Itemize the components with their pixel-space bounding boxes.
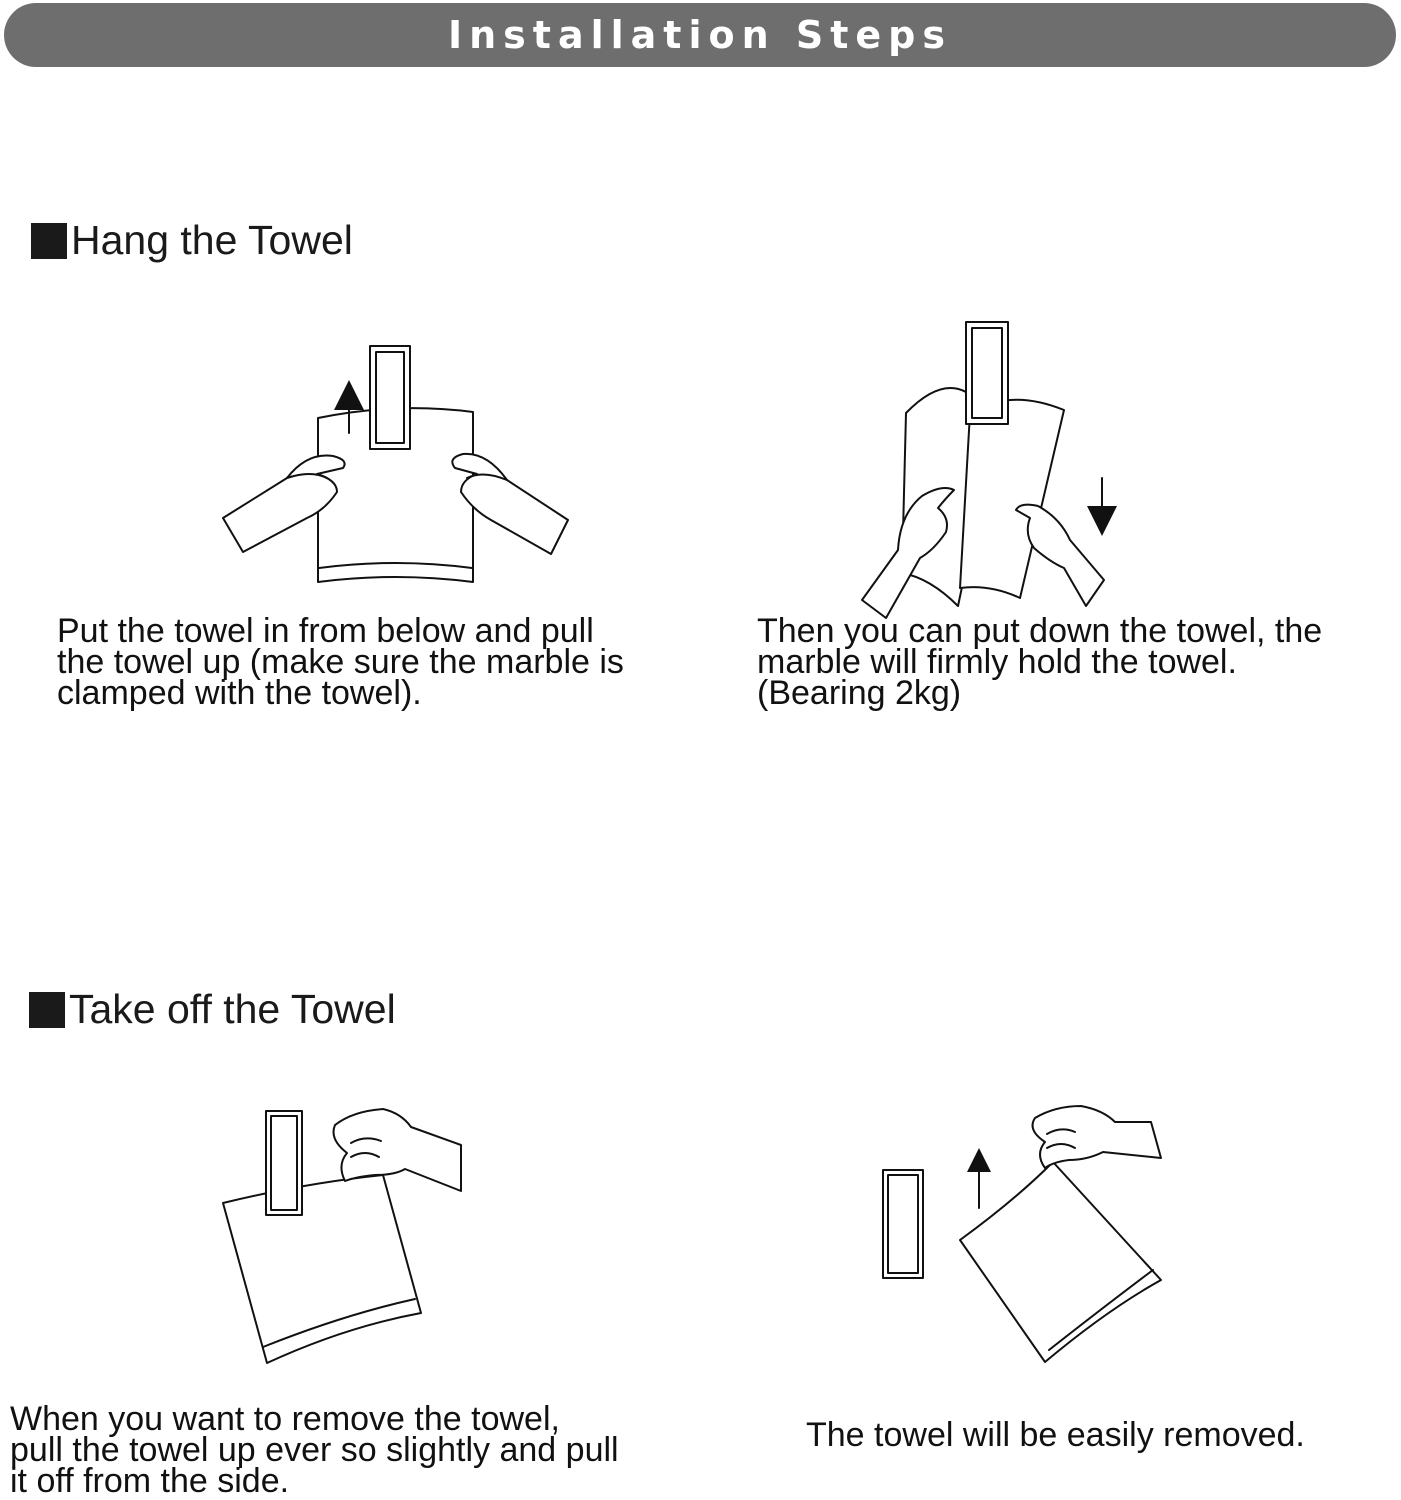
arrow-down-icon <box>1087 478 1117 536</box>
banner-title: Installation Steps <box>447 13 952 57</box>
illustration-take-off-step-1 <box>215 1105 470 1370</box>
section-title-hang: Hang the Towel <box>71 217 353 263</box>
section-title-take-off: Take off the Towel <box>69 986 396 1032</box>
bullet-square-icon <box>29 992 65 1028</box>
header-banner <box>4 3 1396 67</box>
caption-hang-step-2: Then you can put down the towel, the marble will firmly hold the towel. (Bearing 2kg) <box>757 612 1323 712</box>
towel-front-shape <box>960 400 1064 598</box>
caption-take-off-step-2: The towel will be easily removed. <box>806 1416 1305 1454</box>
section-heading-hang <box>31 217 353 263</box>
caption-take-off-step-1: When you want to remove the towel, pull the towel up ever so slightly and pull it off from the side. <box>10 1400 619 1500</box>
bullet-square-icon <box>31 223 67 259</box>
section-heading-take-off <box>29 986 396 1032</box>
caption-hang-step-1: Put the towel in from below and pull the towel up (make sure the marble is clamped with the towel). <box>57 612 624 712</box>
right-hand-icon <box>334 1109 462 1191</box>
towel-shape <box>960 1162 1161 1362</box>
towel-shape <box>223 1175 421 1363</box>
illustration-hang-step-1 <box>215 340 585 600</box>
arrow-up-icon <box>967 1148 991 1208</box>
illustration-take-off-step-2 <box>875 1100 1170 1370</box>
illustration-hang-step-2 <box>850 318 1130 613</box>
right-hand-icon <box>1033 1106 1161 1168</box>
